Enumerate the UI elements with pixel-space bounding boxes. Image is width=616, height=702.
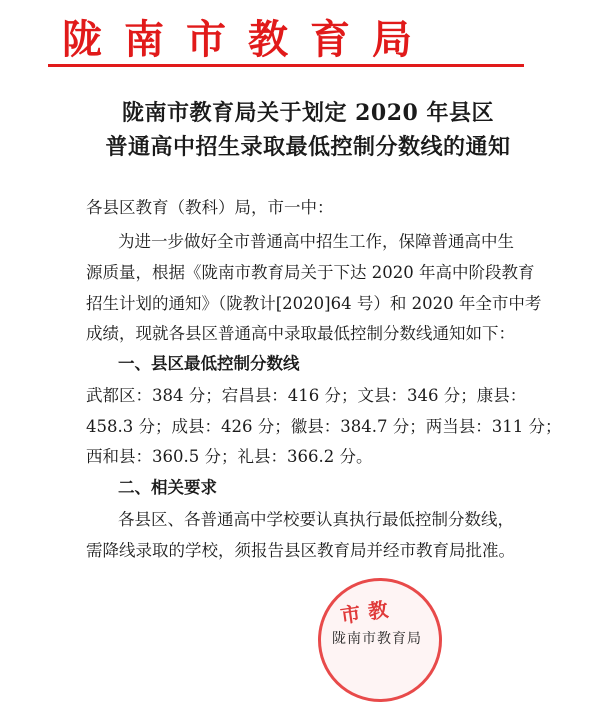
letterhead-divider	[48, 64, 524, 67]
paragraph-2-line: 需降线录取的学校，须报告县区教育局并经市教育局批准。	[86, 541, 515, 560]
paragraph-1-line: 成绩，现就各县区普通高中录取最低控制分数线通知如下：	[86, 324, 515, 343]
paragraph-1-line: 招生计划的通知》（陇教计[2020]64 号）和 2020 年全市中考	[86, 294, 542, 313]
section-2-heading: 二、相关要求	[118, 478, 217, 497]
paragraph-1-line: 为进一步做好全市普通高中招生工作，保障普通高中生	[118, 232, 514, 251]
scores-line: 458.3 分；成县：426 分；徽县：384.7 分；两当县：311 分；	[86, 417, 562, 436]
scores-line: 武都区：384 分；宕昌县：416 分；文县：346 分；康县：	[86, 386, 527, 405]
letterhead-org-name: 陇南市教育局	[62, 16, 434, 63]
paragraph-2-line: 各县区、各普通高中学校要认真执行最低控制分数线，	[118, 510, 514, 529]
paragraph-1-line: 源质量，根据《陇南市教育局关于下达 2020 年高中阶段教育	[86, 263, 535, 282]
scores-line: 西和县：360.5 分；礼县：366.2 分。	[86, 447, 373, 466]
seal-text: 市教	[338, 596, 398, 628]
section-1-heading: 一、县区最低控制分数线	[118, 354, 300, 373]
salutation: 各县区教育（教科）局，市一中：	[86, 198, 334, 217]
document-title-line-2: 普通高中招生录取最低控制分数线的通知	[105, 134, 511, 160]
issuer-label: 陇南市教育局	[332, 631, 422, 647]
document-title-line-1: 陇南市教育局关于划定 2020 年县区	[121, 100, 495, 126]
